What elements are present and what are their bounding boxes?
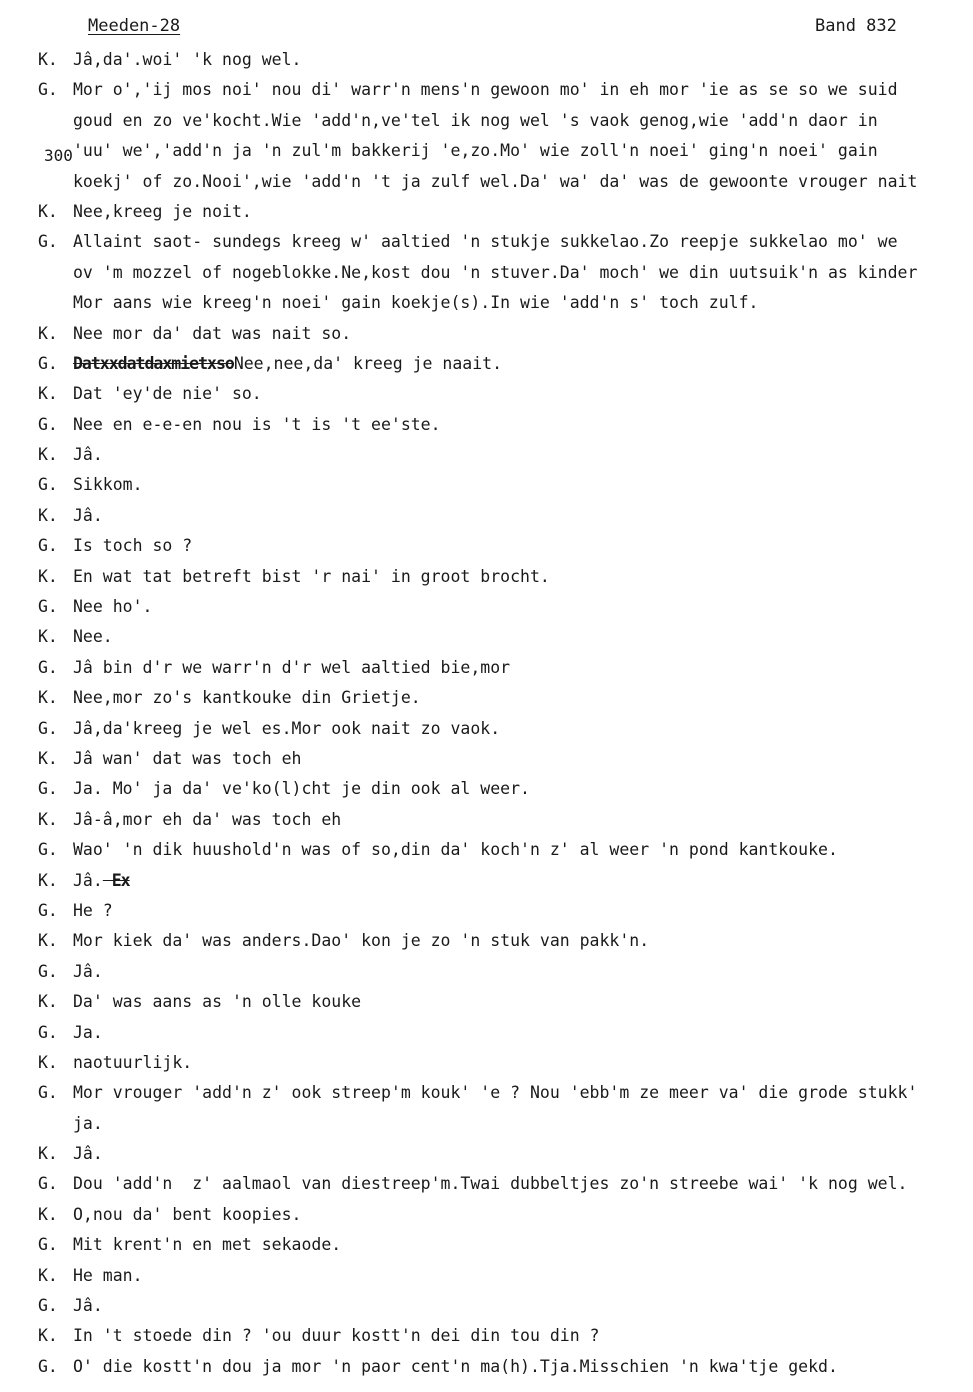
transcript-line <box>0 622 973 652</box>
utterance-words: Nee,mor zo's kantkouke din Grietje. <box>73 688 421 708</box>
utterance-words: Dou 'add'n z' aalmaol van diestreep'm.Twai dubbeltjes zo'n streebe wai' 'k nog wel. <box>73 1174 908 1194</box>
transcript-line <box>0 714 973 744</box>
utterance-words: Jâ. <box>73 1296 103 1316</box>
speaker-label: G. <box>38 353 58 373</box>
utterance-text <box>73 622 973 652</box>
utterance-text <box>73 136 973 166</box>
utterance-words: Wao' 'n dik huushold'n was of so,din da' koch'n z' al weer 'n pond kantkouke. <box>73 840 838 860</box>
speaker-label: K. <box>38 50 58 69</box>
speaker-label: G. <box>38 779 58 799</box>
transcript-line <box>0 440 973 470</box>
utterance-text <box>73 683 973 713</box>
utterance-words: naotuurlijk. <box>73 1052 193 1072</box>
utterance-text <box>73 167 973 197</box>
transcript-line <box>0 805 973 835</box>
speaker-label: K. <box>38 566 58 586</box>
utterance-words: Mor o','ij mos noi' nou di' warr'n mens'n gewoon mo' in eh mor 'ie as se so we suid <box>73 80 898 100</box>
transcript-line <box>0 167 973 197</box>
utterance-text <box>73 470 973 500</box>
speaker-label: G. <box>38 414 58 434</box>
utterance-text <box>73 349 973 379</box>
speaker-label: K. <box>38 748 58 768</box>
utterance-words: Jâ,da'kreeg je wel es.Mor ook nait zo vaok. <box>73 718 501 738</box>
transcript-line <box>0 1018 973 1048</box>
utterance-words: Allaint saot- sundegs kreeg w' aaltied 'n stukje sukkelao.Zo reepje sukkelao mo' we <box>73 232 898 252</box>
transcript-line <box>0 258 973 288</box>
transcript-line <box>0 1352 973 1382</box>
utterance-words: Jâ. <box>73 961 103 981</box>
speaker-label: G. <box>38 961 58 981</box>
utterance-words: En wat tat betreft bist 'r nai' in groot brocht. <box>73 566 550 586</box>
speaker-label: G. <box>38 475 58 495</box>
utterance-words: 'uu' we','add'n ja 'n zul'm bakkerij 'e,zo.Mo' wie zoll'n noei' ging'n noei' gain <box>73 141 878 161</box>
utterance-words: Jâ. <box>73 505 103 525</box>
utterance-words: Da' was aans as 'n olle kouke <box>73 992 362 1012</box>
utterance-words: Sikkom. <box>73 475 143 495</box>
speaker-label: K. <box>38 1265 58 1285</box>
transcript-line <box>0 136 973 166</box>
utterance-text <box>73 531 973 561</box>
struck-out-text: Datxxdatdaxmietxso <box>73 353 234 373</box>
transcript-line <box>0 683 973 713</box>
utterance-words: Mor kiek da' was anders.Dao' kon je zo 'n stuk van pakk'n. <box>73 931 650 951</box>
transcript-line <box>0 1048 973 1078</box>
transcript-line <box>0 1139 973 1169</box>
struck-out-text: Ex <box>102 870 130 890</box>
utterance-text <box>73 1018 973 1048</box>
speaker-label: G. <box>38 1235 58 1255</box>
utterance-text <box>73 1230 973 1260</box>
utterance-words: Dat 'ey'de nie' so. <box>73 384 262 404</box>
transcript-line <box>0 1200 973 1230</box>
transcript-line <box>0 501 973 531</box>
utterance-words: Ja. Mo' ja da' ve'ko(l)cht je din ook al weer. <box>73 779 530 799</box>
transcript-line <box>0 1078 973 1108</box>
utterance-text <box>73 592 973 622</box>
speaker-label: K. <box>38 201 58 221</box>
utterance-words: Nee,kreeg je noit. <box>73 201 252 221</box>
utterance-text <box>73 410 973 440</box>
speaker-label: G. <box>38 1083 58 1103</box>
transcript-line <box>0 75 973 105</box>
transcript-line <box>0 562 973 592</box>
utterance-words: Jâ bin d'r we warr'n d'r wel aaltied bie,mor <box>73 657 511 677</box>
speaker-label: K. <box>38 992 58 1012</box>
speaker-label: G. <box>38 232 58 252</box>
speaker-label: G. <box>38 1022 58 1042</box>
utterance-words: Mor vrouger 'add'n z' ook streep'm kouk' 'e ? Nou 'ebb'm ze meer va' die grode stukk' <box>73 1083 918 1103</box>
utterance-text <box>73 1261 973 1291</box>
utterance-words: ja. <box>73 1113 103 1133</box>
speaker-label: G. <box>38 900 58 920</box>
transcript-line <box>0 531 973 561</box>
utterance-text <box>73 227 973 257</box>
transcript-line <box>0 227 973 257</box>
transcript-line <box>0 410 973 440</box>
document-title: Meeden-28 <box>88 16 181 36</box>
transcript-line <box>0 1230 973 1260</box>
utterance-text <box>73 774 973 804</box>
transcript-line <box>0 653 973 683</box>
utterance-text <box>73 45 973 75</box>
margin-counter: 300 <box>44 146 73 165</box>
utterance-words: ov 'm mozzel of nogeblokke.Ne,kost dou 'n stuver.Da' moch' we din uutsuik'n as kinder <box>73 262 918 282</box>
utterance-text <box>73 866 973 896</box>
utterance-text <box>73 1109 973 1139</box>
utterance-text <box>73 987 973 1017</box>
utterance-words: O,nou da' bent koopies. <box>73 1204 302 1224</box>
utterance-text <box>73 926 973 956</box>
speaker-label: G. <box>38 657 58 677</box>
transcript-line <box>0 926 973 956</box>
utterance-text <box>73 1078 973 1108</box>
utterance-words: koekj' of zo.Nooi',wie 'add'n 't ja zulf wel.Da' wa' da' was de gewoonte vrouger nait <box>73 171 918 191</box>
utterance-text <box>73 440 973 470</box>
transcript-line <box>0 1169 973 1199</box>
utterance-text <box>73 714 973 744</box>
utterance-words: Nee mor da' dat was nait so. <box>73 323 352 343</box>
utterance-text <box>73 258 973 288</box>
speaker-label: K. <box>38 505 58 525</box>
utterance-words: Nee ho'. <box>73 597 153 617</box>
utterance-words: Jâ wan' dat was toch eh <box>73 748 302 768</box>
transcript-line <box>0 319 973 349</box>
speaker-label: G. <box>38 1296 58 1316</box>
speaker-label: K. <box>38 384 58 404</box>
speaker-label: K. <box>38 688 58 708</box>
speaker-label: K. <box>38 1052 58 1072</box>
transcript-line <box>0 197 973 227</box>
transcript-line <box>0 470 973 500</box>
utterance-words: Jâ. <box>73 1144 103 1164</box>
transcript-line <box>0 1109 973 1139</box>
utterance-words: Nee en e-e-en nou is 't is 't ee'ste. <box>73 414 441 434</box>
utterance-words: Is toch so ? <box>73 536 193 556</box>
transcript-line <box>0 896 973 926</box>
speaker-label: G. <box>38 840 58 860</box>
utterance-text <box>73 197 973 227</box>
utterance-text <box>73 896 973 926</box>
utterance-words: Jâ,da'.woi' 'k nog wel. <box>73 50 302 69</box>
utterance-text <box>73 562 973 592</box>
utterance-text <box>73 805 973 835</box>
tape-number: Band 832 <box>815 16 897 36</box>
utterance-text <box>73 957 973 987</box>
speaker-label: G. <box>38 718 58 738</box>
utterance-text <box>73 835 973 865</box>
speaker-label: K. <box>38 1204 58 1224</box>
utterance-words: He man. <box>73 1265 143 1285</box>
speaker-label: K. <box>38 1326 58 1346</box>
utterance-words: goud en zo ve'kocht.Wie 'add'n,ve'tel ik nog wel 's vaok genog,wie 'add'n daor in <box>73 110 878 130</box>
speaker-label: K. <box>38 870 58 890</box>
utterance-words: Jâ. <box>73 870 103 890</box>
page-header <box>0 14 973 42</box>
speaker-label: K. <box>38 931 58 951</box>
utterance-text <box>73 1200 973 1230</box>
utterance-text <box>73 501 973 531</box>
utterance-words: Ja. <box>73 1022 103 1042</box>
utterance-words: Jâ. <box>73 445 103 465</box>
transcript-body <box>0 45 973 1382</box>
transcript-line <box>0 1261 973 1291</box>
utterance-text <box>73 1048 973 1078</box>
speaker-label: K. <box>38 323 58 343</box>
transcript-line <box>0 1321 973 1351</box>
utterance-words: He ? <box>73 900 113 920</box>
transcript-line <box>0 866 973 896</box>
utterance-words: Nee,nee,da' kreeg je naait. <box>233 353 503 373</box>
transcript-line <box>0 835 973 865</box>
utterance-text <box>73 1169 973 1199</box>
speaker-label: K. <box>38 1144 58 1164</box>
transcript-line <box>0 1291 973 1321</box>
speaker-label: K. <box>38 445 58 465</box>
utterance-text <box>73 106 973 136</box>
utterance-words: In 't stoede din ? 'ou duur kostt'n dei din tou din ? <box>73 1326 600 1346</box>
utterance-text <box>73 319 973 349</box>
transcript-line <box>0 987 973 1017</box>
transcript-line <box>0 957 973 987</box>
transcript-line <box>0 592 973 622</box>
speaker-label: G. <box>38 597 58 617</box>
utterance-words: O' die kostt'n dou ja mor 'n paor cent'n ma(h).Tja.Misschien 'n kwa'tje gekd. <box>73 1356 838 1376</box>
transcript-line <box>0 106 973 136</box>
speaker-label: G. <box>38 80 58 100</box>
utterance-text <box>73 379 973 409</box>
speaker-label: G. <box>38 1356 58 1376</box>
speaker-label: K. <box>38 809 58 829</box>
utterance-text <box>73 1139 973 1169</box>
utterance-text <box>73 1291 973 1321</box>
speaker-label: G. <box>38 536 58 556</box>
speaker-label: K. <box>38 627 58 647</box>
speaker-label: G. <box>38 1174 58 1194</box>
transcript-line <box>0 45 973 75</box>
transcript-line <box>0 379 973 409</box>
utterance-words: Mor aans wie kreeg'n noei' gain koekje(s).In wie 'add'n s' toch zulf. <box>73 293 759 313</box>
utterance-words: Nee. <box>73 627 113 647</box>
transcript-line <box>0 349 973 379</box>
utterance-text <box>73 653 973 683</box>
transcript-line <box>0 288 973 318</box>
utterance-text <box>73 1352 973 1382</box>
transcript-line <box>0 774 973 804</box>
utterance-words: Jâ-â,mor eh da' was toch eh <box>73 809 342 829</box>
utterance-text <box>73 288 973 318</box>
utterance-words: Mit krent'n en met sekaode. <box>73 1235 342 1255</box>
utterance-text <box>73 744 973 774</box>
utterance-text <box>73 1321 973 1351</box>
utterance-text <box>73 75 973 105</box>
transcript-line <box>0 744 973 774</box>
